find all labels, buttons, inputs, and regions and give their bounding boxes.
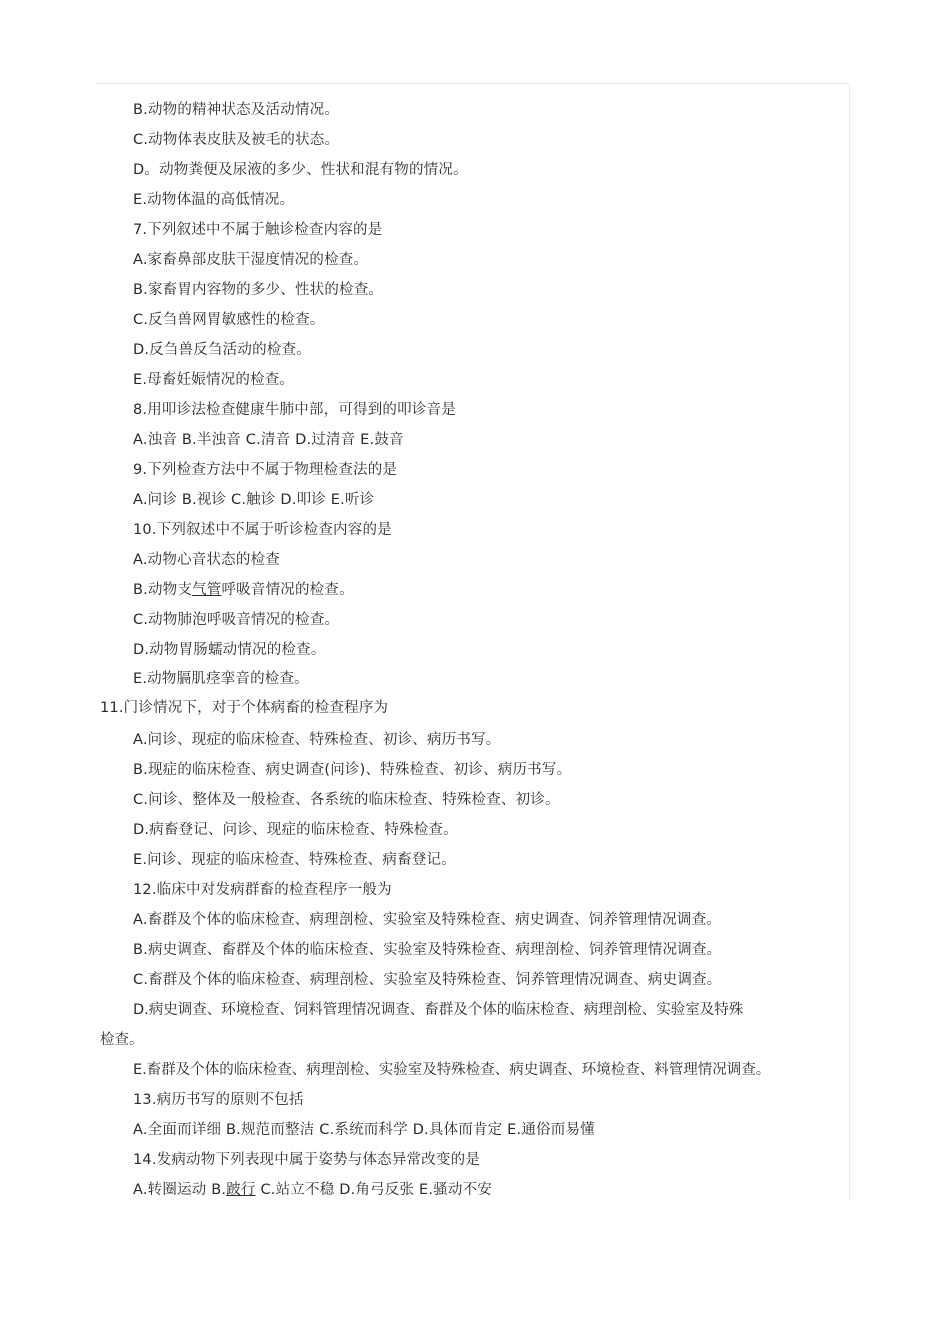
text-line: B.病史调查、畜群及个体的临床检查、实验室及特殊检查、病理剖检、饲养管理情况调查。 <box>133 942 722 958</box>
text-line: E.问诊、现症的临床检查、特殊检查、病畜登记。 <box>133 852 456 868</box>
question-11: 11.门诊情况下，对于个体病畜的检查程序为 <box>100 700 389 716</box>
text-line: B.家畜胃内容物的多少、性状的检查。 <box>133 282 384 298</box>
text-fragment: A.转圈运动 B. <box>133 1182 227 1198</box>
text-fragment: C.站立不稳 D.角弓反张 E.骚动不安 <box>255 1182 492 1198</box>
question-list <box>100 95 852 1205</box>
text-line: 检查。 <box>100 1032 144 1048</box>
text-line: C.畜群及个体的临床检查、病理剖检、实验室及特殊检查、饲养管理情况调查、病史调查。 <box>133 972 722 988</box>
text-line: A.问诊 B.视诊 C.触诊 D.叩诊 E.听诊 <box>133 492 375 508</box>
text-line: E.母畜妊娠情况的检查。 <box>133 372 295 388</box>
text-line: A.全面而详细 B.规范而整洁 C.系统而科学 D.具体而肯定 E.通俗而易懂 <box>133 1122 595 1138</box>
text-line: A.畜群及个体的临床检查、病理剖检、实验室及特殊检查、病史调查、饲养管理情况调查。 <box>133 912 721 928</box>
text-line <box>100 1175 852 1205</box>
text-line: C.动物体表皮肤及被毛的状态。 <box>133 132 340 148</box>
text-fragment: 呼吸音情况的检查。 <box>221 582 354 598</box>
text-line: B.现症的临床检查、病史调查(问诊)、特殊检查、初诊、病历书写。 <box>133 762 572 778</box>
text-line: A.问诊、现症的临床检查、特殊检查、初诊、病历书写。 <box>133 732 501 748</box>
question-7: 7.下列叙述中不属于触诊检查内容的是 <box>133 222 383 238</box>
text-line: C.反刍兽网胃敏感性的检查。 <box>133 312 325 328</box>
text-line: E.动物体温的高低情况。 <box>133 192 295 208</box>
text-line: D。动物粪便及尿液的多少、性状和混有物的情况。 <box>133 162 468 178</box>
question-13: 13.病历书写的原则不包括 <box>133 1092 304 1108</box>
text-line: D.反刍兽反刍活动的检查。 <box>133 342 311 358</box>
text-fragment: B.动物支 <box>133 582 193 598</box>
text-line: C.问诊、整体及一般检查、各系统的临床检查、特殊检查、初诊。 <box>133 792 560 808</box>
text-line: C.动物肺泡呼吸音情况的检查。 <box>133 612 340 628</box>
text-line: D.病史调查、环境检查、饲料管理情况调查、畜群及个体的临床检查、病理剖检、实验室及特殊 <box>133 1002 744 1018</box>
question-12: 12.临床中对发病群畜的检查程序一般为 <box>133 882 392 898</box>
text-line: D.动物胃肠蠕动情况的检查。 <box>133 642 326 658</box>
text-line: E.动物膈肌痉挛音的检查。 <box>133 671 309 687</box>
question-10: 10.下列叙述中不属于听诊检查内容的是 <box>133 522 392 538</box>
text-line: A.浊音 B.半浊音 C.清音 D.过清音 E.鼓音 <box>133 432 404 448</box>
text-line: D.病畜登记、问诊、现症的临床检查、特殊检查。 <box>133 822 458 838</box>
text-line <box>100 575 852 605</box>
text-line: A.动物心音状态的检查 <box>133 552 280 568</box>
text-line: A.家畜鼻部皮肤干湿度情况的检查。 <box>133 252 369 268</box>
keyword-link[interactable]: 气管 <box>192 582 222 598</box>
question-14: 14.发病动物下列表现中属于姿势与体态异常改变的是 <box>133 1152 481 1168</box>
question-8: 8.用叩诊法检查健康牛肺中部，可得到的叩诊音是 <box>133 402 456 418</box>
keyword-link[interactable]: 跛行 <box>226 1182 256 1198</box>
text-line: B.动物的精神状态及活动情况。 <box>133 102 340 118</box>
text-line: E.畜群及个体的临床检查、病理剖检、实验室及特殊检查、病史调查、环境检查、料管理情况调查。 <box>133 1062 771 1078</box>
question-9: 9.下列检查方法中不属于物理检查法的是 <box>133 462 398 478</box>
